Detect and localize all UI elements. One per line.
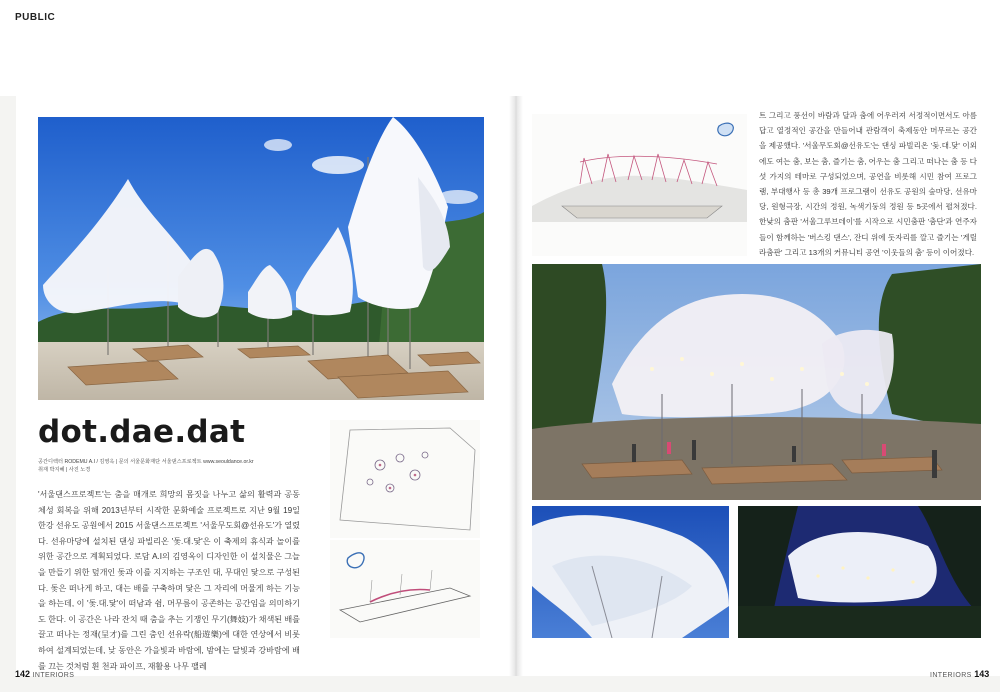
elevation-sketch <box>532 114 747 256</box>
folio-right <box>930 669 989 679</box>
credits-line-2: 취재 박지혜 | 사진 노경 <box>38 467 91 473</box>
magazine-name-right: INTERIORS <box>930 672 972 679</box>
boat-concept-sketch <box>330 540 480 638</box>
page-header <box>0 0 1000 96</box>
site-plan-sketch <box>330 420 480 538</box>
article-credits <box>38 458 300 474</box>
page-number-left: 142 <box>15 669 31 679</box>
photo-dusk-pavilion <box>532 264 981 500</box>
magazine-name-left: INTERIORS <box>32 672 75 679</box>
body-text-right: 트 그리고 풍선이 바람과 달과 춤에 어우러져 서정적이면서도 아름답고 열정적인 공간을 만들어내 관람객이 축제동안 머무르는 공간을 제공했다. '서울무도회@선유도'는 댄싱 파빌리온 '돛.대.닻' 이외에도 여는 춤, 보는 춤, 즐기는 춤, 어우는 춤 그리고 떠나는 춤 등 다섯 가지의 테마로 구성되었으며, 공연을 비롯해 시민 참여 프로그램, 부대행사 등 총 39개 프로그램이 선유도 공원의 숲마당, 선유마당, 원형극장, 시간의 정원, 녹색기둥의 정원 등 5곳에서 펼쳐졌다. 한낮의 춤판 '서울그루브데이'를 시작으로 시민춤판 '춤단'과 연주자들이 함께하는 '버스킹 댄스', 잔디 위에 돗자리를 깔고 즐기는 '게릴라춤판' 그리고 13개의 커뮤니티 공연 '이웃들의 춤' 등이 이어졌다. <box>759 111 977 257</box>
photo-daytime-pavilion <box>38 117 484 400</box>
article-title: dot.dae.dat <box>38 414 246 450</box>
section-label: PUBLIC <box>15 12 56 23</box>
page-number-right: 143 <box>974 669 990 679</box>
folio-left <box>15 669 74 679</box>
book-gutter <box>509 96 523 676</box>
photo-night-pavilion <box>738 506 981 638</box>
photo-fabric-detail <box>532 506 729 638</box>
body-text-left: '서울댄스프로젝트'는 춤을 매개로 희망의 몸짓을 나누고 삶의 활력과 공동체성 회복을 위해 2013년부터 시작한 문화예술 프로젝트로 지난 9월 19일 한강 선유도 공원에서 2015 서울댄스프로젝트 '서울무도회@선유도'가 열렸다. 선유마당에 설치된 댄싱 파빌리온 '돛.대.닻'은 이 축제의 휴식과 놀이를 위한 공간으로 계획되었다. 로담 A.I의 김영옥이 디자인한 이 설치물은 그늘을 만들기 위한 덮개인 돛과 이를 지지하는 구조인 대, 무대인 닻으로 구성된다. 돛은 떠나게 하고, 대는 배를 구축하며 닻은 그 자리에 머물게 하는 기능을 하는데, 이 '돛.대.닻'이 떠남과 쉼, 머무름이 공존하는 공간임을 의미하기도 한다. 이 공간은 나라 잔치 때 춤을 추는 기쟁인 무기(舞妓)가 채색된 배를 끌고 떠나는 정재(呈才)를 그린 춤인 선유락(船遊樂)에 대한 연상에서 비롯하여 설계되었는데, 낮 동안은 가을빛과 바람에, 밤에는 달빛과 강바람에 배를 끄는 것처럼 흰 천과 파이프, 재활용 나무 팰레 <box>38 490 300 671</box>
credits-line-1: 공간디렉터 RODEMU A.I / 김영옥 | 문의 서울문화재단 서울댄스프로젝트 www.seouldance.or.kr <box>38 459 254 465</box>
